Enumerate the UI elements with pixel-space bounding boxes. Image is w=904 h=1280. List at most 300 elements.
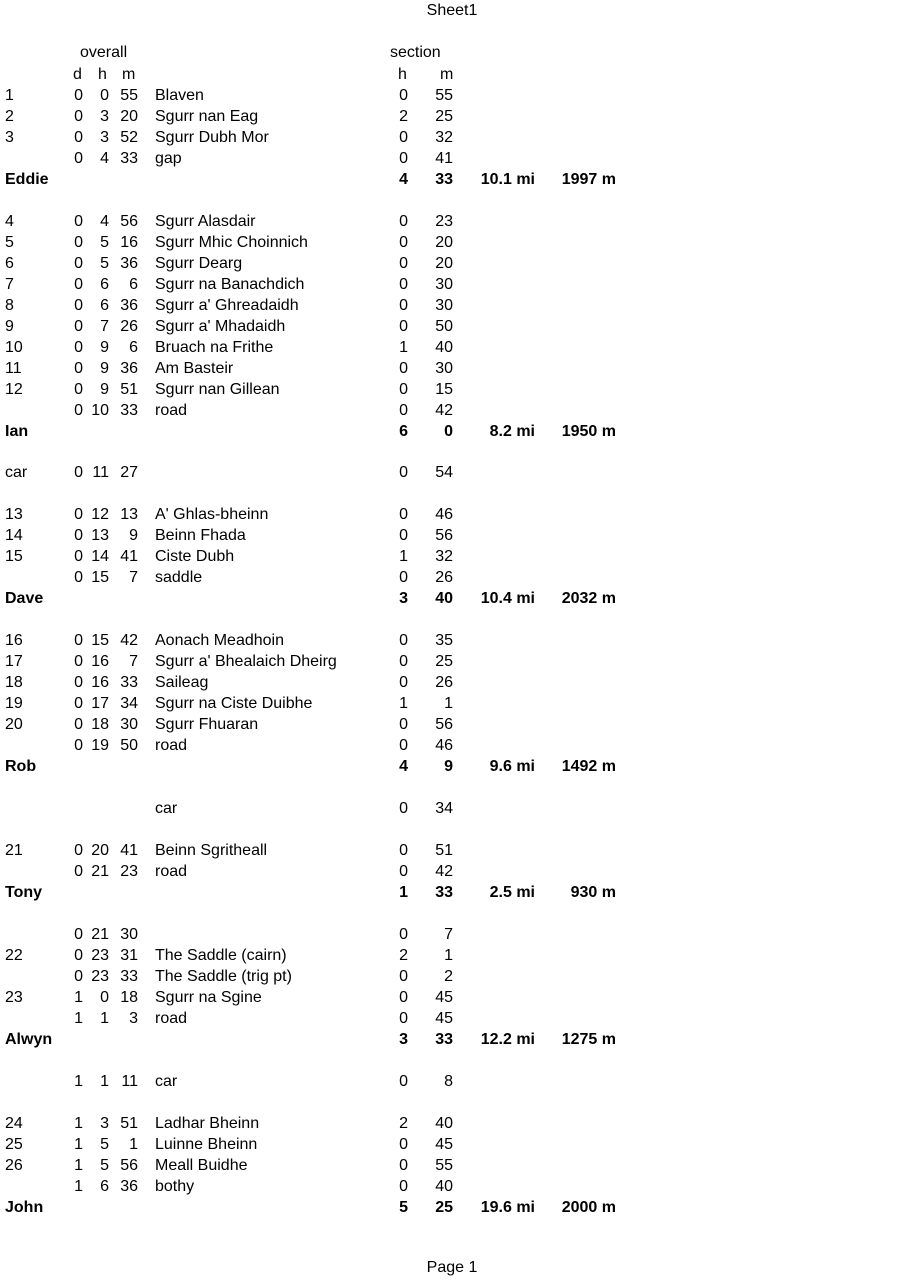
overall-minutes: 11: [121, 1073, 138, 1090]
overall-days: 0: [74, 213, 83, 230]
row-number: 11: [5, 360, 22, 377]
overall-minutes: 26: [120, 318, 138, 335]
section-minutes: 33: [435, 171, 453, 188]
overall-hours: 5: [100, 1157, 109, 1174]
section-minutes: 51: [435, 842, 453, 859]
distance: 9.6 mi: [489, 758, 535, 775]
overall-hours: 6: [100, 297, 109, 314]
table-row: [0, 1134, 904, 1155]
overall-days: 0: [74, 318, 83, 335]
section-minutes: 56: [435, 527, 453, 544]
section-hours: 1: [399, 884, 408, 901]
hill-name: road: [155, 737, 188, 754]
hill-name: Sgurr na Banachdich: [155, 276, 305, 293]
hill-name: A' Ghlas-bheinn: [155, 506, 269, 523]
ascent: 1950 m: [561, 423, 616, 440]
overall-minutes: 31: [120, 947, 138, 964]
section-minutes: 34: [435, 800, 453, 817]
overall-minutes: 6: [129, 339, 138, 356]
table-row: [0, 1155, 904, 1176]
row-number: 1: [5, 87, 14, 104]
row-number: 2: [5, 108, 14, 125]
overall-hours: 12: [91, 506, 109, 523]
hill-name: Sgurr Dearg: [155, 255, 243, 272]
overall-hours: 9: [100, 339, 109, 356]
section-minutes: 55: [435, 87, 453, 104]
overall-hours: 17: [91, 695, 109, 712]
overall-hours: 4: [100, 213, 109, 230]
table-row: [0, 127, 904, 148]
section-hours: 0: [399, 527, 408, 544]
hill-name: Sgurr nan Eag: [155, 108, 259, 125]
row-number: 6: [5, 255, 14, 272]
section-hours: 0: [399, 297, 408, 314]
overall-minutes: 3: [129, 1010, 138, 1027]
section-hours: 0: [399, 234, 408, 251]
overall-days: 1: [74, 1136, 83, 1153]
distance: 2.5 mi: [489, 884, 535, 901]
section-minutes: 45: [435, 989, 453, 1006]
overall-hours: 9: [100, 381, 109, 398]
section-hours: 1: [399, 695, 408, 712]
header-m: m: [122, 66, 136, 83]
overall-days: 0: [74, 506, 83, 523]
overall-minutes: 36: [120, 1178, 138, 1195]
runner-name: Rob: [5, 758, 37, 775]
overall-hours: 9: [100, 360, 109, 377]
hill-name: Blaven: [155, 87, 204, 104]
section-hours: 0: [399, 989, 408, 1006]
section-minutes: 32: [435, 548, 453, 565]
section-minutes: 42: [435, 863, 453, 880]
section-minutes: 55: [435, 1157, 453, 1174]
header-overall: overall: [80, 44, 128, 61]
section-hours: 2: [399, 947, 408, 964]
section-minutes: 15: [435, 381, 453, 398]
overall-days: 0: [74, 276, 83, 293]
section-minutes: 32: [435, 129, 453, 146]
overall-hours: 5: [100, 1136, 109, 1153]
overall-hours: 15: [91, 632, 109, 649]
row-number: 15: [5, 548, 23, 565]
hill-name: Am Basteir: [155, 360, 234, 377]
row-number: 4: [5, 213, 14, 230]
overall-minutes: 33: [120, 674, 138, 691]
overall-days: 0: [74, 129, 83, 146]
section-minutes: 42: [435, 402, 453, 419]
overall-days: 0: [74, 548, 83, 565]
section-minutes: 2: [444, 968, 453, 985]
section-hours: 0: [399, 129, 408, 146]
overall-days: 0: [74, 255, 83, 272]
section-minutes: 7: [444, 926, 453, 943]
hill-name: Beinn Sgritheall: [155, 842, 268, 859]
overall-days: 0: [74, 674, 83, 691]
hill-name: Meall Buidhe: [155, 1157, 248, 1174]
overall-days: 0: [74, 234, 83, 251]
table-row: [0, 861, 904, 882]
section-minutes: 26: [435, 569, 453, 586]
section-hours: 0: [399, 402, 408, 419]
hill-name: Aonach Meadhoin: [155, 632, 284, 649]
overall-hours: 4: [100, 150, 109, 167]
overall-minutes: 36: [120, 255, 138, 272]
total-row: [0, 756, 904, 777]
overall-days: 0: [74, 108, 83, 125]
hill-name: gap: [155, 150, 182, 167]
overall-minutes: 9: [129, 527, 138, 544]
hill-name: car: [155, 800, 178, 817]
row-number: 24: [5, 1115, 23, 1132]
section-hours: 0: [399, 506, 408, 523]
section-hours: 0: [399, 381, 408, 398]
overall-hours: 3: [100, 108, 109, 125]
row-number: 8: [5, 297, 14, 314]
row-number: 7: [5, 276, 14, 293]
section-minutes: 40: [435, 590, 453, 607]
section-minutes: 35: [435, 632, 453, 649]
table-row: [0, 337, 904, 358]
overall-hours: 19: [91, 737, 109, 754]
section-minutes: 46: [435, 506, 453, 523]
table-row: [0, 504, 904, 525]
section-minutes: 26: [435, 674, 453, 691]
overall-hours: 14: [91, 548, 109, 565]
section-minutes: 20: [435, 234, 453, 251]
table-row: [0, 987, 904, 1008]
section-hours: 4: [399, 171, 408, 188]
ascent: 1275 m: [561, 1031, 616, 1048]
section-minutes: 25: [435, 653, 453, 670]
ascent: 2000 m: [561, 1199, 616, 1216]
table-row: [0, 672, 904, 693]
section-minutes: 1: [444, 695, 453, 712]
ascent: 1492 m: [561, 758, 616, 775]
overall-days: 0: [74, 464, 83, 481]
overall-hours: 21: [91, 863, 109, 880]
section-hours: 6: [399, 423, 408, 440]
section-minutes: 50: [435, 318, 453, 335]
table-row: [0, 714, 904, 735]
overall-minutes: 34: [120, 695, 138, 712]
overall-hours: 23: [91, 947, 109, 964]
overall-minutes: 51: [120, 1115, 138, 1132]
total-row: [0, 1197, 904, 1218]
overall-days: 1: [74, 1157, 83, 1174]
header-section: section: [390, 44, 441, 61]
section-hours: 1: [399, 548, 408, 565]
section-hours: 0: [399, 1178, 408, 1195]
row-number: 13: [5, 506, 23, 523]
section-hours: 0: [399, 863, 408, 880]
table-row: [0, 358, 904, 379]
table-row: [0, 840, 904, 861]
overall-days: 0: [74, 381, 83, 398]
overall-minutes: 56: [120, 213, 138, 230]
row-number: 26: [5, 1157, 23, 1174]
section-hours: 0: [399, 276, 408, 293]
hill-name: Sgurr na Ciste Duibhe: [155, 695, 313, 712]
table-row: [0, 253, 904, 274]
row-number: car: [5, 464, 28, 481]
hill-name: saddle: [155, 569, 203, 586]
overall-minutes: 41: [120, 842, 138, 859]
header-d: d: [73, 66, 82, 83]
section-minutes: 33: [435, 884, 453, 901]
row-number: 22: [5, 947, 23, 964]
overall-days: 0: [74, 569, 83, 586]
table-row: [0, 148, 904, 169]
overall-minutes: 50: [120, 737, 138, 754]
section-minutes: 54: [435, 464, 453, 481]
section-hours: 4: [399, 758, 408, 775]
overall-hours: 1: [100, 1010, 109, 1027]
table-row: [0, 651, 904, 672]
section-hours: 0: [399, 464, 408, 481]
section-minutes: 25: [435, 108, 453, 125]
hill-name: Luinne Bheinn: [155, 1136, 258, 1153]
table-row: [0, 379, 904, 400]
section-hours: 1: [399, 339, 408, 356]
section-hours: 0: [399, 632, 408, 649]
overall-minutes: 33: [120, 402, 138, 419]
header-h: h: [98, 66, 107, 83]
overall-hours: 11: [92, 464, 109, 481]
table-row: [0, 546, 904, 567]
section-minutes: 30: [435, 297, 453, 314]
overall-minutes: 7: [129, 653, 138, 670]
distance: 19.6 mi: [480, 1199, 535, 1216]
overall-hours: 5: [100, 255, 109, 272]
overall-hours: 15: [91, 569, 109, 586]
row-number: 25: [5, 1136, 23, 1153]
section-hours: 0: [399, 926, 408, 943]
section-minutes: 45: [435, 1136, 453, 1153]
overall-days: 1: [74, 1010, 83, 1027]
hill-name: Beinn Fhada: [155, 527, 246, 544]
section-hours: 0: [399, 150, 408, 167]
overall-days: 1: [74, 1073, 83, 1090]
overall-days: 0: [74, 632, 83, 649]
section-hours: 0: [399, 842, 408, 859]
overall-minutes: 55: [120, 87, 138, 104]
section-minutes: 23: [435, 213, 453, 230]
overall-days: 0: [74, 297, 83, 314]
overall-hours: 21: [91, 926, 109, 943]
header-section-h: h: [398, 66, 407, 83]
row-number: 20: [5, 716, 23, 733]
overall-days: 0: [74, 737, 83, 754]
overall-days: 0: [74, 360, 83, 377]
row-number: 23: [5, 989, 23, 1006]
hill-name: Bruach na Frithe: [155, 339, 274, 356]
runner-name: Tony: [5, 884, 43, 901]
total-row: [0, 1029, 904, 1050]
overall-days: 0: [74, 842, 83, 859]
section-minutes: 1: [444, 947, 453, 964]
section-minutes: 46: [435, 737, 453, 754]
row-number: 3: [5, 129, 14, 146]
hill-name: Ciste Dubh: [155, 548, 235, 565]
ascent: 930 m: [570, 884, 616, 901]
table-row: [0, 232, 904, 253]
overall-hours: 6: [100, 276, 109, 293]
overall-minutes: 27: [120, 464, 138, 481]
page-footer: Page 1: [426, 1259, 478, 1276]
section-hours: 3: [399, 590, 408, 607]
overall-hours: 13: [91, 527, 109, 544]
overall-minutes: 23: [120, 863, 138, 880]
overall-minutes: 13: [120, 506, 138, 523]
ascent: 2032 m: [561, 590, 616, 607]
header-section-m: m: [440, 66, 454, 83]
overall-hours: 0: [100, 989, 109, 1006]
section-minutes: 0: [444, 423, 453, 440]
section-hours: 0: [399, 255, 408, 272]
section-minutes: 56: [435, 716, 453, 733]
overall-minutes: 1: [129, 1136, 138, 1153]
row-number: 14: [5, 527, 23, 544]
section-hours: 0: [399, 674, 408, 691]
row-number: 17: [5, 653, 23, 670]
overall-days: 1: [74, 1178, 83, 1195]
overall-days: 0: [74, 947, 83, 964]
section-minutes: 9: [444, 758, 453, 775]
total-row: [0, 882, 904, 903]
overall-days: 0: [74, 653, 83, 670]
section-minutes: 40: [435, 1178, 453, 1195]
overall-minutes: 18: [120, 989, 138, 1006]
overall-hours: 10: [91, 402, 109, 419]
overall-days: 0: [74, 527, 83, 544]
hill-name: road: [155, 863, 188, 880]
distance: 8.2 mi: [489, 423, 535, 440]
overall-minutes: 16: [120, 234, 138, 251]
table-row: [0, 525, 904, 546]
overall-days: 0: [74, 150, 83, 167]
table-row: [0, 693, 904, 714]
section-hours: 0: [399, 87, 408, 104]
section-minutes: 40: [435, 339, 453, 356]
total-row: [0, 169, 904, 190]
section-hours: 0: [399, 800, 408, 817]
section-hours: 0: [399, 1157, 408, 1174]
hill-name: Sgurr a' Ghreadaidh: [155, 297, 299, 314]
overall-minutes: 41: [120, 548, 138, 565]
overall-days: 1: [74, 989, 83, 1006]
runner-name: John: [5, 1199, 44, 1216]
table-row: [0, 966, 904, 987]
table-row: [0, 1071, 904, 1092]
overall-hours: 1: [100, 1073, 109, 1090]
overall-minutes: 6: [129, 276, 138, 293]
distance: 10.4 mi: [480, 590, 535, 607]
page-title: Sheet1: [426, 2, 478, 19]
overall-days: 0: [74, 695, 83, 712]
section-minutes: 30: [435, 276, 453, 293]
overall-days: 1: [74, 1115, 83, 1132]
row-number: 19: [5, 695, 23, 712]
overall-hours: 3: [100, 1115, 109, 1132]
table-row: [0, 106, 904, 127]
hill-name: Sgurr na Sgine: [155, 989, 262, 1006]
row-number: 18: [5, 674, 23, 691]
overall-minutes: 33: [120, 150, 138, 167]
hill-name: Saileag: [155, 674, 209, 691]
hill-name: Sgurr Alasdair: [155, 213, 256, 230]
hill-name: bothy: [155, 1178, 195, 1195]
hill-name: Sgurr Mhic Choinnich: [155, 234, 308, 251]
overall-minutes: 20: [120, 108, 138, 125]
section-hours: 0: [399, 569, 408, 586]
overall-days: 0: [74, 716, 83, 733]
section-hours: 0: [399, 968, 408, 985]
section-minutes: 33: [435, 1031, 453, 1048]
overall-hours: 0: [100, 87, 109, 104]
ascent: 1997 m: [561, 171, 616, 188]
table-row: [0, 462, 904, 483]
table-row: [0, 567, 904, 588]
table-row: [0, 400, 904, 421]
section-hours: 0: [399, 318, 408, 335]
overall-days: 0: [74, 926, 83, 943]
row-number: 16: [5, 632, 23, 649]
overall-hours: 16: [91, 674, 109, 691]
section-minutes: 20: [435, 255, 453, 272]
overall-days: 0: [74, 87, 83, 104]
section-minutes: 41: [435, 150, 453, 167]
distance: 12.2 mi: [480, 1031, 535, 1048]
overall-minutes: 51: [120, 381, 138, 398]
overall-minutes: 36: [120, 360, 138, 377]
section-hours: 0: [399, 1136, 408, 1153]
hill-name: Sgurr Fhuaran: [155, 716, 259, 733]
runner-name: Dave: [5, 590, 44, 607]
overall-hours: 7: [100, 318, 109, 335]
overall-minutes: 52: [120, 129, 138, 146]
section-hours: 0: [399, 213, 408, 230]
overall-days: 0: [74, 968, 83, 985]
table-row: [0, 295, 904, 316]
table-row: [0, 1008, 904, 1029]
row-number: 9: [5, 318, 14, 335]
table-row: [0, 924, 904, 945]
table-row: [0, 1176, 904, 1197]
section-hours: 0: [399, 653, 408, 670]
overall-minutes: 7: [129, 569, 138, 586]
overall-minutes: 56: [120, 1157, 138, 1174]
overall-hours: 23: [91, 968, 109, 985]
table-row: [0, 735, 904, 756]
table-row: [0, 1113, 904, 1134]
hill-name: road: [155, 402, 188, 419]
hill-name: Sgurr a' Bhealaich Dheirg: [155, 653, 337, 670]
overall-days: 0: [74, 863, 83, 880]
section-hours: 3: [399, 1031, 408, 1048]
overall-minutes: 33: [120, 968, 138, 985]
row-number: 10: [5, 339, 23, 356]
overall-days: 0: [74, 402, 83, 419]
overall-minutes: 30: [120, 716, 138, 733]
section-hours: 0: [399, 1073, 408, 1090]
table-row: [0, 274, 904, 295]
overall-minutes: 30: [120, 926, 138, 943]
section-hours: 5: [399, 1199, 408, 1216]
section-minutes: 45: [435, 1010, 453, 1027]
section-hours: 0: [399, 737, 408, 754]
overall-hours: 20: [91, 842, 109, 859]
table-row: [0, 316, 904, 337]
